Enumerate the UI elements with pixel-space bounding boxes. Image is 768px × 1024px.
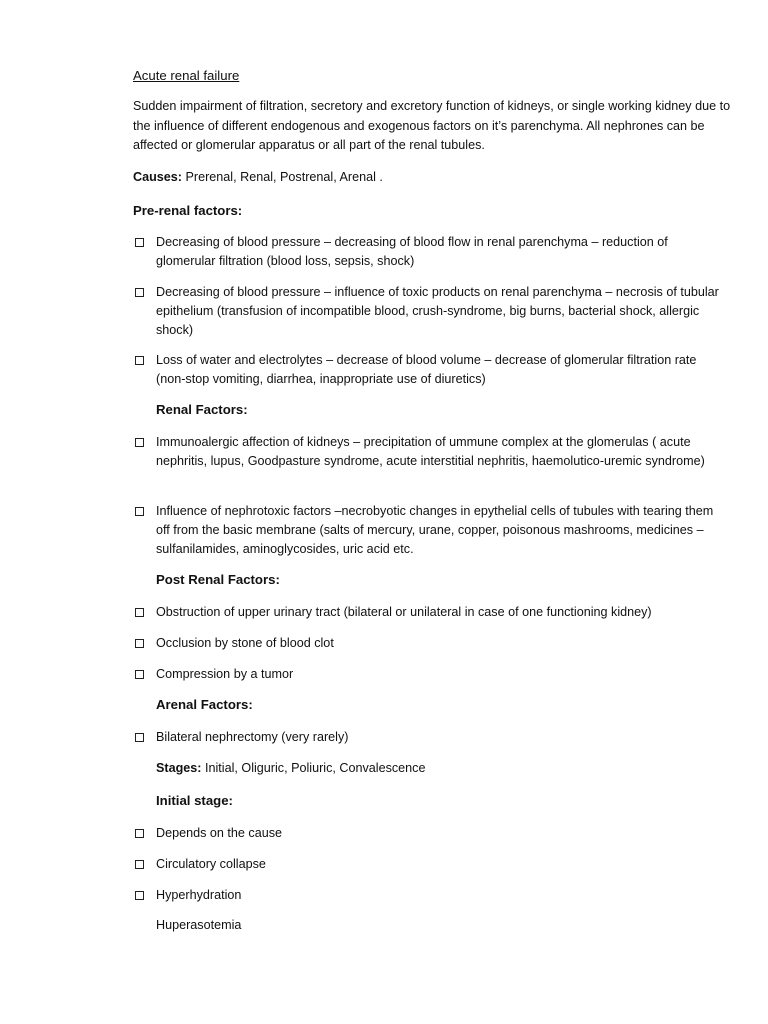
- postrenal-item: Occlusion by stone of blood clot: [156, 636, 334, 650]
- arenal-heading: Arenal Factors:: [156, 697, 253, 712]
- checkbox-icon: [135, 860, 144, 869]
- checkbox-icon: [135, 608, 144, 617]
- stages-label: Stages:: [156, 761, 202, 775]
- arenal-item: Bilateral nephrectomy (very rarely): [156, 730, 349, 744]
- checkbox-icon: [135, 639, 144, 648]
- initial-item: Hyperhydration: [156, 888, 242, 902]
- checkbox-icon: [135, 238, 144, 247]
- checkbox-icon: [135, 891, 144, 900]
- initial-item: Circulatory collapse: [156, 857, 266, 871]
- stages-value: Initial, Oliguric, Poliuric, Convalescence: [201, 761, 426, 775]
- causes-line: [133, 170, 383, 184]
- postrenal-item: Obstruction of upper urinary tract (bilateral or unilateral in case of one functioning kidney): [156, 605, 652, 619]
- intro-paragraph: Sudden impairment of filtration, secretory and excretory function of kidneys, or single working kidney due to the influence of different endogenous and exogenous factors on it’s parenchyma. All nephrones can be affected or glomerular apparatus or all part of the renal tubules.: [133, 99, 731, 152]
- checkbox-icon: [135, 733, 144, 742]
- postrenal-item: Compression by a tumor: [156, 667, 294, 681]
- trailing-line: Huperasotemia: [156, 918, 242, 932]
- renal-item: Immunoalergic affection of kidneys – precipitation of ummune complex at the glomerulas ( acute nephritis, lupus, Goodpasture syndrome, acute interstitial nephritis, haemolutico-uremic syndrome): [156, 435, 705, 469]
- stages-line: [156, 761, 425, 775]
- causes-value: Prerenal, Renal, Postrenal, Arenal .: [182, 170, 383, 184]
- causes-label: Causes:: [133, 170, 182, 184]
- prerenal-item: Loss of water and electrolytes – decrease of blood volume – decrease of glomerular filtration rate (non-stop vomiting, diarrhea, inappropriate use of diuretics): [156, 353, 697, 387]
- checkbox-icon: [135, 288, 144, 297]
- renal-item: Influence of nephrotoxic factors –necrobyotic changes in epythelial cells of tubules with tearing them off from the basic membrane (salts of mercury, urane, copper, poisonous mashrooms, medicines – sulfanilamides, aminoglycosides, uric acid etc.: [156, 504, 714, 557]
- document-title: Acute renal failure: [133, 68, 240, 83]
- checkbox-icon: [135, 829, 144, 838]
- initial-item: Depends on the cause: [156, 826, 283, 840]
- checkbox-icon: [135, 507, 144, 516]
- prerenal-item: Decreasing of blood pressure – decreasing of blood flow in renal parenchyma – reduction of glomerular filtration (blood loss, sepsis, shock): [156, 235, 668, 269]
- checkbox-icon: [135, 670, 144, 679]
- prerenal-item: Decreasing of blood pressure – influence of toxic products on renal parenchyma – necrosis of tubular epithelium (transfusion of incompatible blood, crush-syndrome, big burns, bacterial shock, allergic shock): [156, 285, 719, 338]
- checkbox-icon: [135, 438, 144, 447]
- postrenal-heading: Post Renal Factors:: [156, 572, 280, 587]
- checkbox-icon: [135, 356, 144, 365]
- renal-heading: Renal Factors:: [156, 402, 248, 417]
- initial-heading: Initial stage:: [156, 793, 233, 808]
- prerenal-heading: Pre-renal factors:: [133, 203, 243, 218]
